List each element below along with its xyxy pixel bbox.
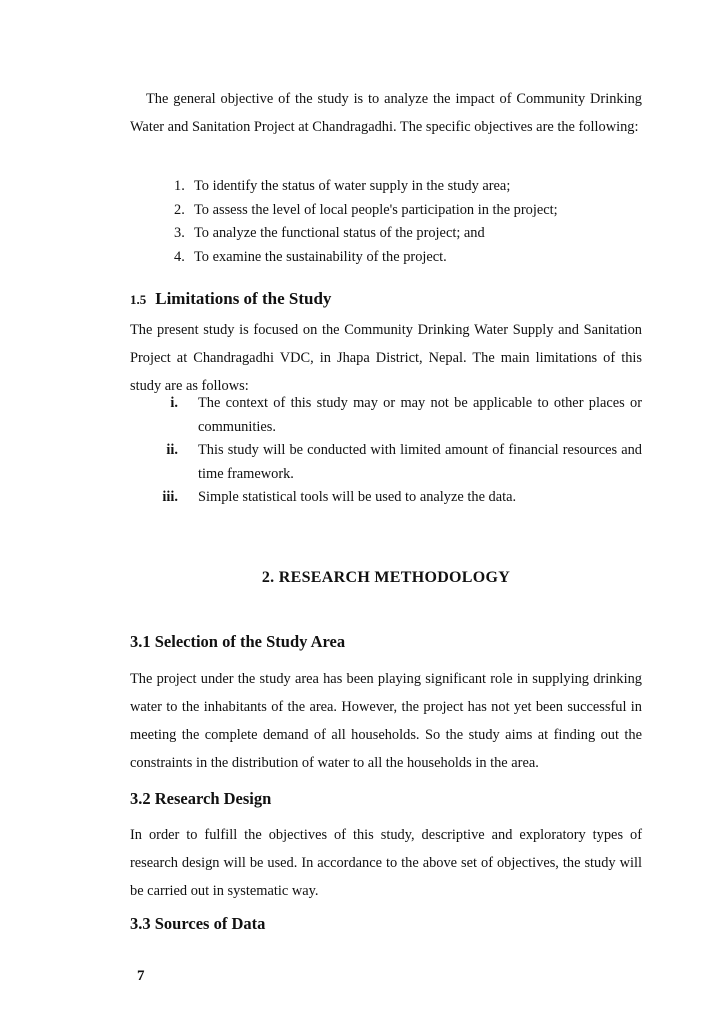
- list-item-number: iii.: [162, 489, 178, 505]
- list-item-number: 4.: [174, 248, 185, 265]
- section-title: Limitations of the Study: [155, 289, 332, 308]
- research-design-paragraph: In order to fulfill the objectives of this study, descriptive and exploratory types of research design will be used. In accordance to the above set of objectives, the study will be carried out in systematic way.: [130, 827, 642, 899]
- chapter-title: 2. RESEARCH METHODOLOGY: [261, 569, 511, 586]
- list-item-text: Simple statistical tools will be used to analyze the data.: [198, 489, 517, 505]
- list-item: [174, 222, 558, 246]
- list-item: [130, 392, 642, 439]
- list-item-number: 2.: [174, 201, 185, 218]
- list-item-text: To examine the sustainability of the project.: [194, 248, 447, 265]
- intro-paragraph: The general objective of the study is to analyze the impact of Community Drinking Water and Sanitation Project at Chandragadhi. The specific objectives are the following:: [130, 91, 642, 135]
- list-item: [174, 246, 558, 270]
- list-item-number: i.: [170, 395, 178, 411]
- limitations-list: [130, 392, 642, 510]
- section-heading-study-area: 3.1 Selection of the Study Area: [130, 632, 346, 651]
- objectives-list: [174, 175, 558, 269]
- list-item-text: To identify the status of water supply in the study area;: [194, 178, 511, 194]
- section-heading-research-design: 3.2 Research Design: [130, 789, 272, 808]
- list-item-text: This study will be conducted with limited amount of financial resources and time framework.: [198, 442, 642, 482]
- list-item: [174, 175, 558, 199]
- section-heading-limitations: [130, 289, 331, 309]
- list-item: [174, 199, 558, 223]
- list-item-text: The context of this study may or may not be applicable to other places or communities.: [198, 395, 642, 435]
- list-item: [130, 486, 642, 510]
- list-item-number: 1.: [174, 178, 185, 194]
- list-item-number: 3.: [174, 225, 185, 241]
- section-number: 1.5: [130, 292, 147, 307]
- page-number: 7: [137, 968, 145, 984]
- limitations-intro-paragraph: The present study is focused on the Community Drinking Water Supply and Sanitation Project at Chandragadhi VDC, in Jhapa District, Nepal. The main limitations of this study are as follows:: [130, 322, 642, 394]
- list-item-number: ii.: [166, 442, 178, 458]
- study-area-paragraph: The project under the study area has been playing significant role in supplying drinking water to the inhabitants of the area. However, the project has not yet been successful in meeting the complete demand of all households. So the study aims at finding out the constraints in the distribution of water to all the households in the area.: [130, 671, 642, 771]
- section-heading-sources-of-data: 3.3 Sources of Data: [130, 914, 266, 933]
- list-item-text: To analyze the functional status of the project; and: [194, 225, 485, 241]
- list-item: [130, 439, 642, 486]
- list-item-text: To assess the level of local people's participation in the project;: [194, 201, 558, 218]
